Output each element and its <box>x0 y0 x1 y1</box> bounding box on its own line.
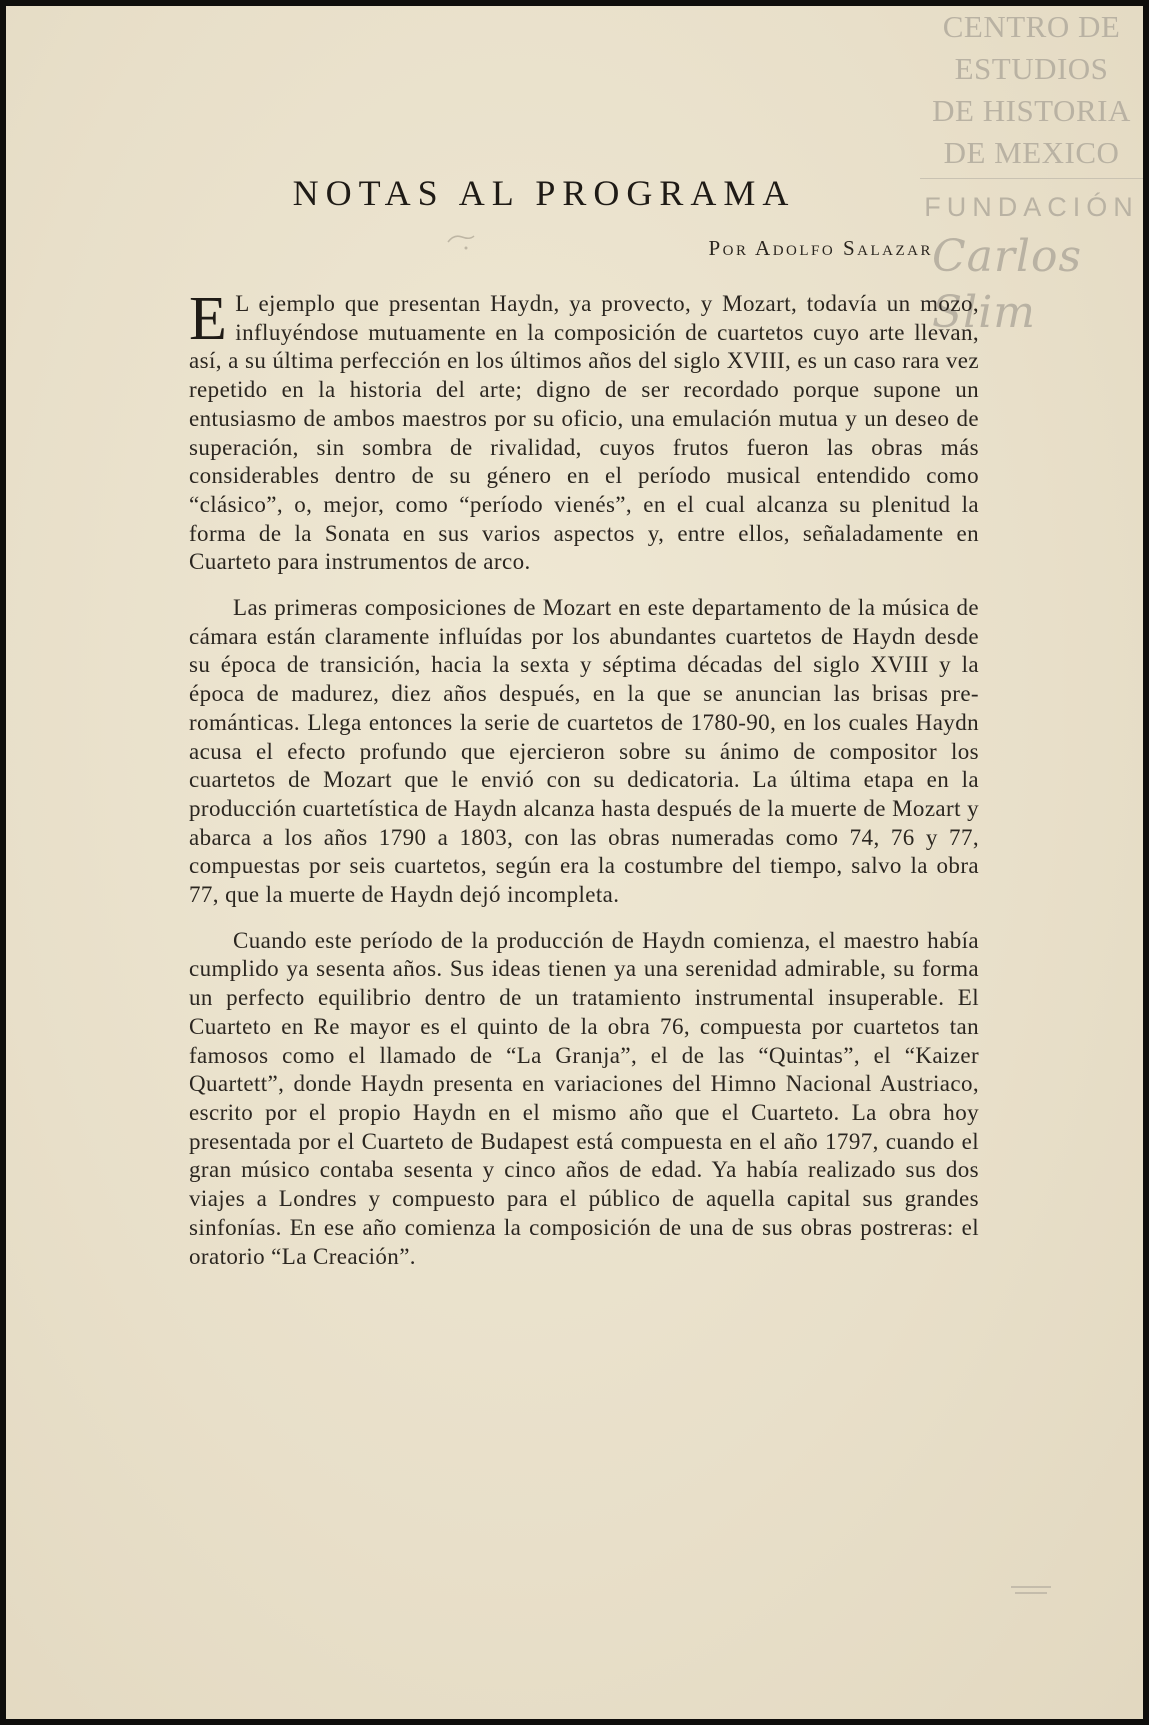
watermark-fundacion: FUNDACIÓN <box>924 192 1139 222</box>
watermark-line-4: DE MEXICO <box>943 135 1120 170</box>
author-byline: Por Adolfo Salazar <box>708 236 933 260</box>
ink-smudge-icon <box>446 228 476 256</box>
page-title: NOTAS AL PROGRAMA <box>292 173 796 213</box>
paragraph-3: Cuando este período de la producción de Haydn comienza, el maestro había cumplido ya sesenta años. Sus ideas tienen ya una serenidad admirable, su forma un perfecto equilibrio dentro de un tratamiento instrumental insuperable. El Cuarteto en Re mayor es el quinto de la obra 76, compuesta por cuartetos tan famosos como el llamado de “La Granja”, el de las “Quintas”, el “Kaizer Quartett”, donde Haydn presenta en variaciones del Himno Nacional Austriaco, escrito por el propio Haydn en el mismo año que el Cuarteto. La obra hoy presentada por el Cuarteto de Budapest está compuesta en el año 1797, cuando el gran músico contaba sesenta y cinco años de edad. Ya había realizado sus dos viajes a Londres y compuesto para el público de aquella capital sus grandes sinfonías. En ese año comienza la composición de una de sus obras postreras: el oratorio “La Creación”. <box>189 927 979 1269</box>
watermark-signature: Carlos Slim <box>932 231 1083 338</box>
watermark-line-3: DE HISTORIA <box>932 93 1131 128</box>
article-body <box>189 285 979 1288</box>
drop-cap: E <box>189 285 228 353</box>
paragraph-1-text: L ejemplo que presentan Haydn, ya provecto, y Mozart, todavía un mozo, influyéndose mutuamente en la composición de cuartetos cuyo arte llevan, así, a su última perfección en los últimos años del siglo XVIII, es un caso rara vez repetido en la historia del arte; digno de ser recordado porque supone un entusiasmo de ambos maestros por su oficio, una emulación mutua y un deseo de superación, sin sombra de rivalidad, cuyos frutos fueron las obras más considerables dentro de su género en el período musical entendido como “clásico”, o, mejor, como “período vienés”, en el cual alcanza su plenitud la forma de la Sonata en sus varios aspectos y, entre ellos, señaladamente en Cuarteto para instrumentos de arco. <box>189 291 979 575</box>
document-page <box>6 6 1143 1719</box>
watermark-line-1: CENTRO DE <box>942 9 1121 44</box>
paragraph-2: Las primeras composiciones de Mozart en este departamento de la música de cámara están claramente influídas por los abundantes cuartetos de Haydn desde su época de transición, hacia la sexta y séptima décadas del siglo XVIII y la época de madurez, diez años después, en la que se anuncian las brisas pre-románticas. Llega entonces la serie de cuartetos de 1780-90, en los cuales Haydn acusa el efecto profundo que ejercieron sobre su ánimo de compositor los cuartetos de Mozart que le envió con su dedicatoria. La última etapa en la producción cuartetística de Haydn alcanza hasta después de la muerte de Mozart y abarca a los años 1790 a 1803, con las obras numeradas como 74, 76 y 77, compuestas por seis cuartetos, según era la costumbre del tiempo, salvo la obra 77, que la muerte de Haydn dejó incompleta. <box>189 595 979 908</box>
paragraph-1 <box>189 285 979 577</box>
printer-mark-icon <box>1011 1583 1051 1597</box>
watermark-line-2: ESTUDIOS <box>954 51 1109 86</box>
watermark-divider <box>920 178 1143 179</box>
